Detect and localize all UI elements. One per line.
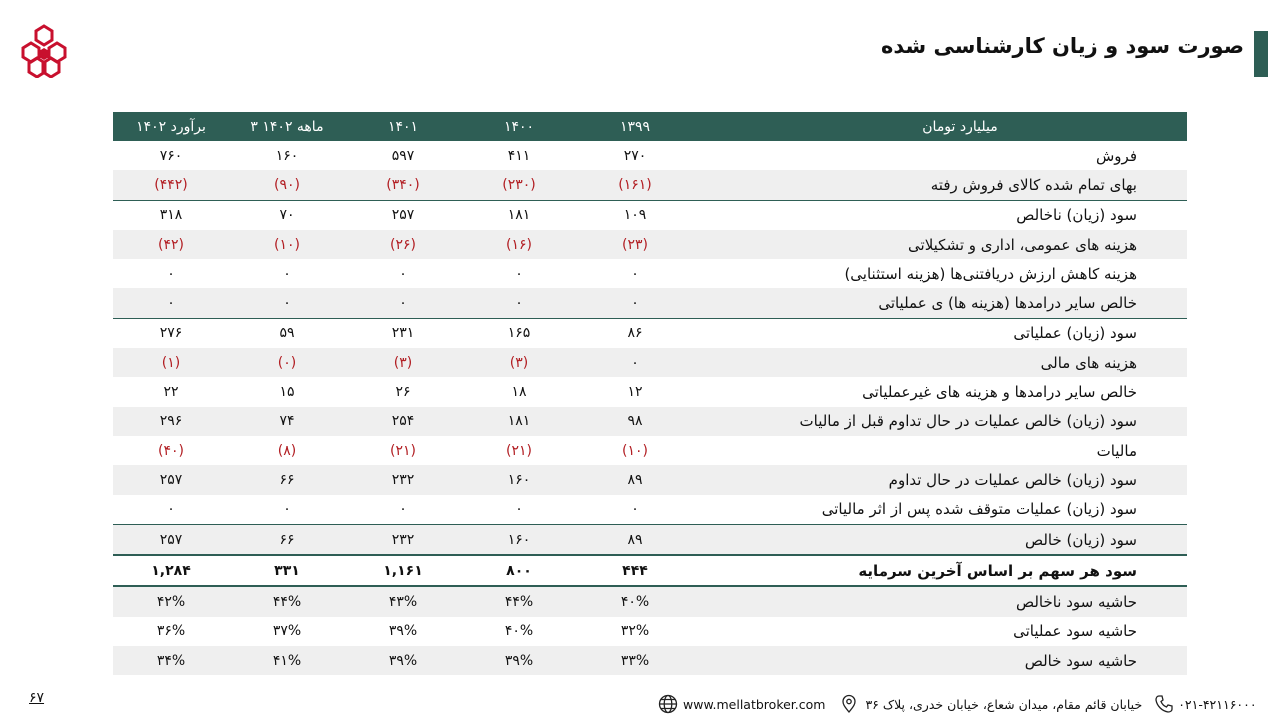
table-cell-value: (۰) (229, 348, 345, 377)
table-cell-value: ۴۴۴ (577, 555, 693, 586)
table-row-label: سود (زیان) خالص عملیات در حال تداوم (693, 465, 1187, 494)
table-row (113, 555, 1187, 586)
table-cell-value: ۰ (515, 501, 523, 518)
table-cell-value: ۱,۱۶۱ (345, 555, 461, 586)
table-row-label: سود (زیان) عملیاتی (693, 318, 1187, 348)
table-cell-value: (۴۴۲) (113, 170, 229, 200)
phone-number: ۰۲۱-۴۲۱۱۶۰۰۰ (1178, 696, 1257, 712)
table-cell-value: ۵۹۷ (391, 147, 415, 164)
table-cell-value: ۸۹ (577, 524, 693, 555)
table-cell-value: ۰ (399, 265, 407, 282)
table-cell-value: ۰ (577, 348, 693, 377)
table-row (113, 348, 1187, 377)
table-cell-value: ۱۸۱ (461, 200, 577, 230)
table-cell-value: (۸) (277, 442, 297, 459)
table-cell-value: ۴۰% (577, 586, 693, 616)
table-cell-value: ۱۶۰ (275, 147, 299, 164)
table-cell-value: ۰ (345, 288, 461, 318)
table-cell-value: ۴۴% (461, 586, 577, 616)
table-cell-value: (۱۶) (461, 230, 577, 259)
table-cell-value: ۰ (631, 501, 639, 518)
table-cell-value: ۴۴% (229, 586, 345, 616)
table-cell-value: ۷۰ (229, 200, 345, 230)
table-cell-value: ۱۲ (627, 384, 643, 401)
table-row (113, 230, 1187, 259)
table-row-label: سود هر سهم بر اساس آخرین سرمایه (693, 555, 1187, 586)
table-row-label: هزینه های عمومی، اداری و تشکیلاتی (693, 230, 1187, 259)
table-cell-value: (۲۳) (577, 230, 693, 259)
table-cell-value: ۲۷۰ (623, 147, 647, 164)
table-cell-value: ۸۹ (577, 465, 693, 494)
location-icon (839, 694, 859, 714)
page-number: ۶۷ (29, 690, 45, 706)
col-header-1400: ۱۴۰۰ (461, 112, 577, 141)
table-cell-value: (۴۲) (113, 230, 229, 259)
table-cell-value: ۱۰۹ (577, 200, 693, 230)
table-cell-value: ۹۸ (577, 407, 693, 436)
table-cell-value: ۲۹۶ (113, 407, 229, 436)
table-row (113, 617, 1187, 646)
table-cell-value: ۱۶۰ (461, 524, 577, 555)
table-row-label: حاشیه سود عملیاتی (1013, 622, 1137, 641)
table-cell-value: ۸۰۰ (461, 555, 577, 586)
col-header-3month-1402: ۳ ماهه ۱۴۰۲ (229, 112, 345, 141)
title-accent-bar (1254, 31, 1268, 77)
table-cell-value: ۶۶ (229, 465, 345, 494)
income-statement-table (113, 112, 1187, 675)
footer-contact (658, 692, 1272, 716)
table-row (113, 318, 1187, 348)
table-cell-value: (۲۶) (345, 230, 461, 259)
globe-icon (658, 694, 678, 714)
table-row-label: مالیات (1096, 441, 1137, 460)
col-header-estimate-1402: برآورد ۱۴۰۲ (113, 112, 229, 141)
table-cell-value: ۰ (515, 265, 523, 282)
table-cell-value: (۲۱) (506, 442, 532, 459)
table-cell-value: (۳۴۰) (345, 170, 461, 200)
table-cell-value: ۰ (399, 501, 407, 518)
table-cell-value: ۲۳۲ (345, 524, 461, 555)
table-cell-value: ۲۵۷ (113, 524, 229, 555)
table-cell-value: (۱) (113, 348, 229, 377)
table-cell-value: ۴۲% (113, 586, 229, 616)
col-header-1401: ۱۴۰۱ (345, 112, 461, 141)
table-cell-value: ۲۲ (163, 384, 179, 401)
table-row-label: سود (زیان) عملیات متوقف شده پس از اثر مالیاتی (821, 500, 1137, 519)
table-cell-value: ۳۶% (156, 623, 186, 640)
table-row-label: سود (زیان) خالص (693, 524, 1187, 555)
table-cell-value: ۷۶۰ (159, 147, 183, 164)
table-cell-value: ۲۵۷ (345, 200, 461, 230)
table-row-label: خالص سایر درامدها (هزینه ها) ی عملیاتی (693, 288, 1187, 318)
table-cell-value: ۲۶ (395, 384, 411, 401)
table-cell-value: ۲۳۱ (345, 318, 461, 348)
table-row-label: خالص سایر درامدها و هزینه های غیرعملیاتی (862, 383, 1137, 402)
table-cell-value: (۱۶۱) (577, 170, 693, 200)
table-cell-value: ۱۵ (279, 384, 295, 401)
table-cell-value: (۲۱) (390, 442, 416, 459)
table-cell-value: ۳۹% (345, 646, 461, 675)
table-cell-value: ۳۳% (577, 646, 693, 675)
table-cell-value: ۲۵۴ (345, 407, 461, 436)
col-header-unit: میلیارد تومان (693, 112, 1187, 141)
page-title: صورت سود و زیان کارشناسی شده (880, 34, 1244, 58)
table-row-label: سود (زیان) ناخالص (693, 200, 1187, 230)
table-cell-value: (۱۰) (622, 442, 648, 459)
table-row-label: بهای تمام شده کالای فروش رفته (693, 170, 1187, 200)
table-row (113, 200, 1187, 230)
table-cell-value: ۸۶ (577, 318, 693, 348)
table-cell-value: ۳۷% (272, 623, 302, 640)
table-cell-value: ۳۹% (388, 623, 418, 640)
table-row (113, 465, 1187, 494)
table-row-label: حاشیه سود خالص (693, 646, 1187, 675)
address-text: خیابان قائم مقام، میدان شعاع، خیابان خدری، پلاک ۳۶ (865, 696, 1143, 712)
table-cell-value: ۰ (461, 288, 577, 318)
table-cell-value: ۱۶۰ (461, 465, 577, 494)
table-row-label: هزینه های مالی (693, 348, 1187, 377)
table-row (113, 586, 1187, 616)
table-cell-value: ۰ (283, 265, 291, 282)
phone-icon (1154, 694, 1174, 714)
table-cell-value: (۳) (345, 348, 461, 377)
table-cell-value: ۱۸ (511, 384, 527, 401)
table-cell-value: ۴۳% (345, 586, 461, 616)
table-cell-value: ۴۱% (229, 646, 345, 675)
table-row (113, 141, 1187, 170)
table-cell-value: ۱,۲۸۴ (113, 555, 229, 586)
table-cell-value: ۰ (113, 288, 229, 318)
table-row (113, 259, 1187, 288)
table-cell-value: ۳۴% (113, 646, 229, 675)
table-cell-value: ۰ (229, 288, 345, 318)
table-cell-value: ۳۳۱ (229, 555, 345, 586)
table-cell-value: ۳۹% (461, 646, 577, 675)
table-cell-value: ۷۴ (229, 407, 345, 436)
table-row (113, 646, 1187, 675)
table-cell-value: ۳۱۸ (113, 200, 229, 230)
table-cell-value: (۴۰) (158, 442, 184, 459)
table-row (113, 407, 1187, 436)
table-cell-value: ۴۰% (504, 623, 534, 640)
website-link[interactable]: www.mellatbroker.com (683, 696, 826, 712)
table-header-row (113, 112, 1187, 141)
table-cell-value: ۵۹ (229, 318, 345, 348)
table-row-label: سود (زیان) خالص عملیات در حال تداوم قبل از مالیات (693, 407, 1187, 436)
table-cell-value: ۴۱۱ (507, 147, 531, 164)
table-row (113, 495, 1187, 525)
table-row-label: هزینه کاهش ارزش دریافتنی‌ها (هزینه استثنایی) (844, 264, 1137, 283)
table-cell-value: (۲۳۰) (461, 170, 577, 200)
table-row (113, 170, 1187, 200)
table-cell-value: ۰ (283, 501, 291, 518)
table-cell-value: ۲۳۲ (345, 465, 461, 494)
table-cell-value: ۰ (631, 265, 639, 282)
table-cell-value: ۰ (167, 265, 175, 282)
table-cell-value: ۰ (167, 501, 175, 518)
company-logo (20, 24, 68, 78)
table-cell-value: ۱۶۵ (461, 318, 577, 348)
col-header-1399: ۱۳۹۹ (577, 112, 693, 141)
table-row (113, 377, 1187, 406)
table-cell-value: ۶۶ (229, 524, 345, 555)
table-row (113, 436, 1187, 465)
table-cell-value: (۹۰) (229, 170, 345, 200)
table-cell-value: ۲۷۶ (113, 318, 229, 348)
table-cell-value: ۳۲% (620, 623, 650, 640)
table-row (113, 288, 1187, 318)
table-cell-value: ۱۸۱ (461, 407, 577, 436)
table-cell-value: ۲۵۷ (113, 465, 229, 494)
table-row (113, 524, 1187, 555)
table-cell-value: (۳) (461, 348, 577, 377)
table-row-label: فروش (1095, 146, 1137, 165)
table-cell-value: ۰ (577, 288, 693, 318)
table-cell-value: (۱۰) (229, 230, 345, 259)
table-row-label: حاشیه سود ناخالص (693, 586, 1187, 616)
